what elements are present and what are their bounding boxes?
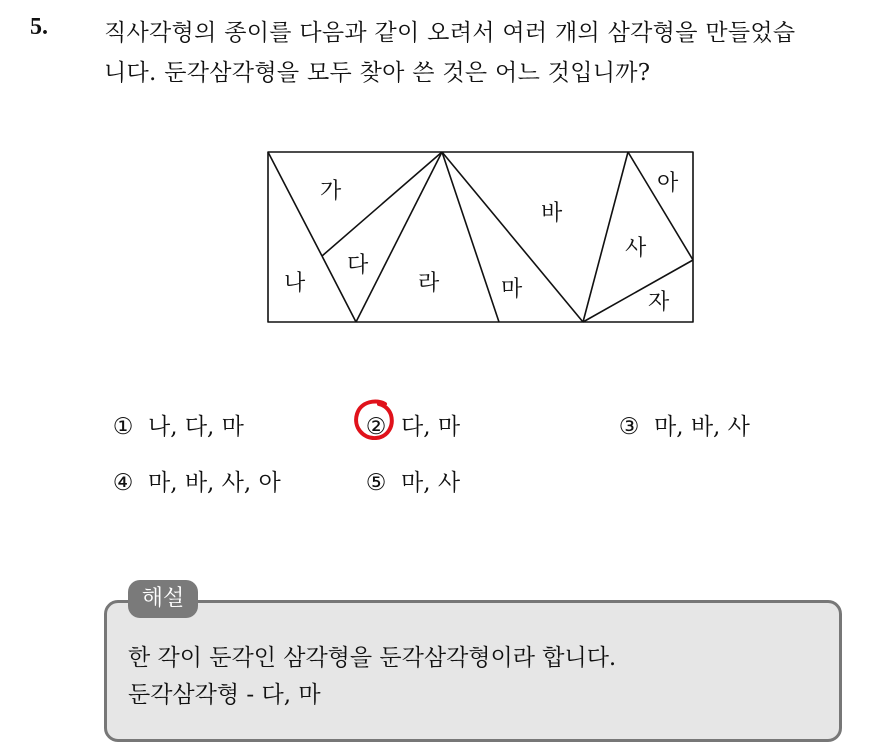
question-text-line-1: 직사각형의 종이를 다음과 같이 오려서 여러 개의 삼각형을 만들었습 <box>104 20 796 46</box>
label-da: 다 <box>347 253 369 278</box>
label-ja: 자 <box>648 290 670 315</box>
explanation-tag: 해설 <box>128 580 198 618</box>
choice-5[interactable] <box>363 464 460 497</box>
label-ba: 바 <box>541 201 563 226</box>
cut-line <box>583 260 693 322</box>
choice-2-number: ② <box>365 414 387 440</box>
choice-1-text: 나, 다, 마 <box>148 414 244 440</box>
label-na: 나 <box>284 271 306 296</box>
label-ga: 가 <box>320 179 342 204</box>
choice-5-text: 마, 사 <box>401 470 461 496</box>
choice-3[interactable] <box>616 408 750 441</box>
cut-line <box>268 152 322 256</box>
choice-4-text: 마, 바, 사, 아 <box>148 470 281 496</box>
choice-1-number: ① <box>112 414 134 440</box>
choice-2-text: 다, 마 <box>401 414 461 440</box>
choice-4[interactable] <box>110 464 281 497</box>
label-ra: 라 <box>418 271 440 296</box>
choice-4-number: ④ <box>112 470 134 496</box>
explanation-line-1: 한 각이 둔각인 삼각형을 둔각삼각형이라 합니다. <box>128 645 617 671</box>
label-a: 아 <box>657 171 679 196</box>
cut-line <box>322 152 442 256</box>
cut-line <box>442 152 583 322</box>
explanation-line-2: 둔각삼각형 - 다, 마 <box>128 682 321 708</box>
cut-line <box>628 152 693 260</box>
choice-2[interactable] <box>363 408 460 441</box>
choice-5-number: ⑤ <box>365 470 387 496</box>
choice-3-number: ③ <box>618 414 640 440</box>
choice-3-text: 마, 바, 사 <box>654 414 750 440</box>
choice-1[interactable] <box>110 408 244 441</box>
cut-line <box>442 152 499 322</box>
rectangle-outline <box>268 152 693 322</box>
question-text-line-2: 니다. 둔각삼각형을 모두 찾아 쓴 것은 어느 것입니까? <box>104 60 651 86</box>
cut-line <box>583 152 628 322</box>
cut-line <box>322 256 356 322</box>
label-ma: 마 <box>501 277 523 302</box>
question-number: 5. <box>30 14 48 40</box>
cut-line <box>356 152 442 322</box>
label-sa: 사 <box>625 236 647 261</box>
